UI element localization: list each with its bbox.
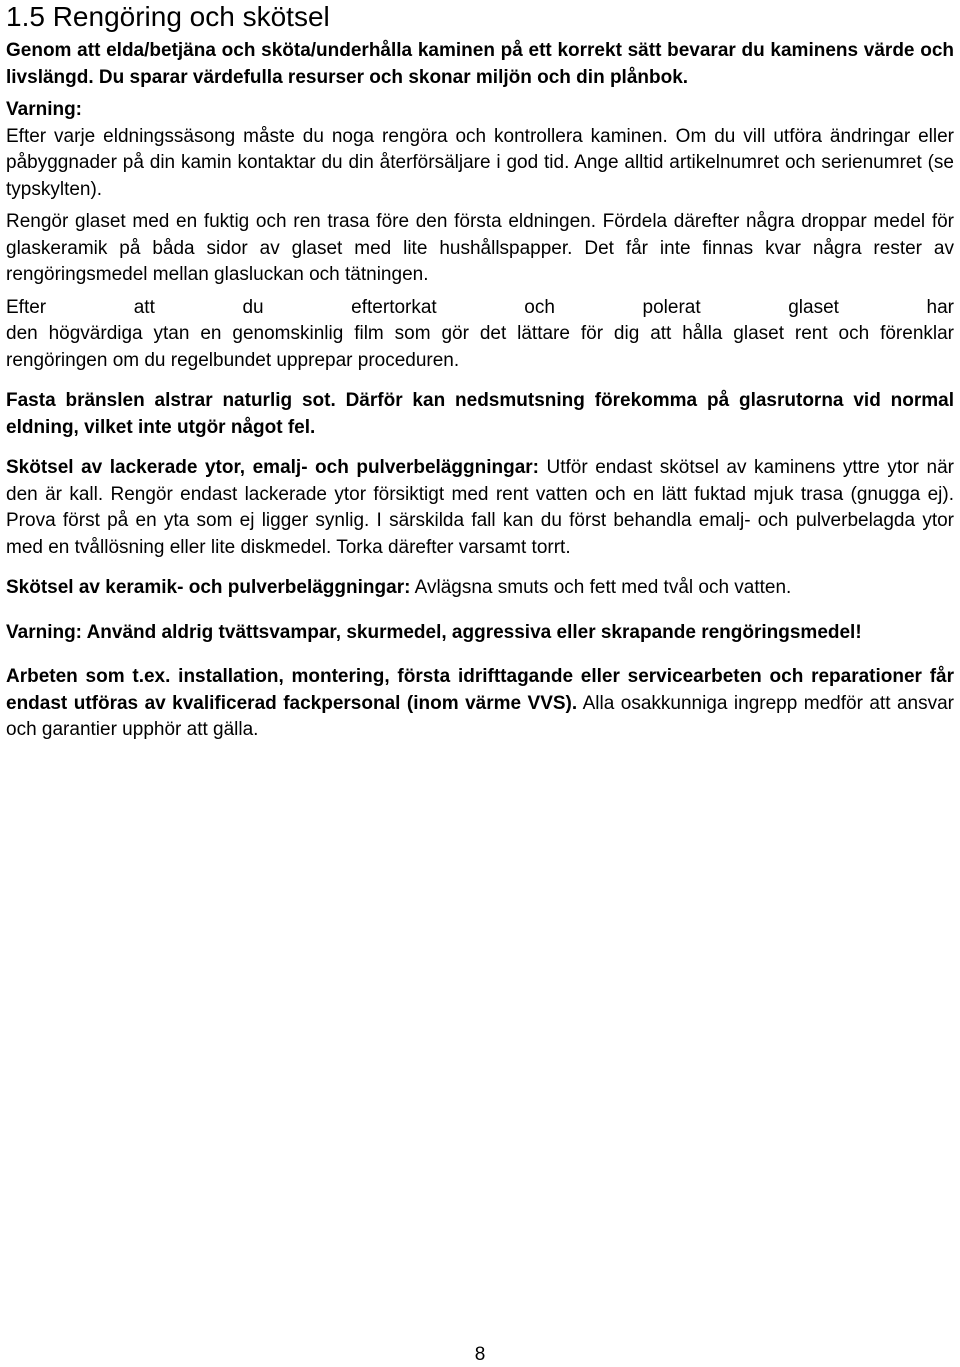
professional-text: Alla osakkunniga ingrepp medför att ansvar och garantier upphör att gälla. bbox=[6, 692, 954, 740]
warning-text: Efter varje eldningssäsong måste du noga rengöra och kontrollera kaminen. Om du vill utföra ändringar eller påbyggnader på din kamin kontaktar du din återförsäljare i god tid. Ange alltid artikelnumret och serienumret (se typskylten). bbox=[6, 125, 954, 200]
glass-cleaning-paragraph: Rengör glaset med en fuktig och ren trasa före den första eldningen. Fördela därefter några droppar medel för glaskeramik på båda sidor av glaset med lite hushållspapper. Det får inte finnas kvar några rester av rengöringsmedel mellan glasluckan och tätningen. bbox=[6, 211, 954, 285]
glass-after-rest: den högvärdiga ytan en genomskinlig film som gör det lättare för dig att hålla glaset rent och förenklar rengöringen om du regelbundet upprepar proceduren. bbox=[6, 323, 954, 371]
lacquer-care-label: Skötsel av lackerade ytor, emalj- och pulverbeläggningar: bbox=[6, 457, 539, 478]
ceramic-care-paragraph bbox=[6, 575, 954, 602]
section-title: 1.5 Rengöring och skötsel bbox=[6, 1, 330, 32]
lacquer-care-paragraph bbox=[6, 455, 954, 561]
professional-bold-text: Arbeten som t.ex. installation, montering, första idrifttagande eller servicearbeten och reparationer får endast utföras av kvalificerad fackpersonal (inom värme VVS). bbox=[6, 666, 954, 714]
intro-paragraph: Genom att elda/betjäna och sköta/underhålla kaminen på ett korrekt sätt bevarar du kaminens värde och livslängd. Du sparar värdefulla resurser och skonar miljön och din plånbok. bbox=[6, 40, 954, 88]
warning-paragraph bbox=[6, 97, 954, 203]
soot-note-paragraph: Fasta bränslen alstrar naturlig sot. Därför kan nedsmutsning förekomma på glasrutorna vid normal eldning, vilket inte utgör något fel. bbox=[6, 390, 954, 438]
glass-after-first-line: Efter att du eftertorkat och polerat glaset har bbox=[6, 296, 954, 318]
lacquer-care-text: Utför endast skötsel av kaminens yttre ytor när den är kall. Rengör endast lackerade ytor försiktigt med rent vatten och en lätt fuktad mjuk trasa (gnugga ej). Prova först på en yta som ej ligger synlig. I särskilda fall kan du först behandla emalj- och pulverbelagda ytor med en tvållösning eller lite diskmedel. Torka därefter varsamt torrt. bbox=[6, 457, 954, 558]
ceramic-care-label: Skötsel av keramik- och pulverbeläggningar: bbox=[6, 577, 411, 598]
glass-after-paragraph bbox=[6, 295, 954, 375]
document-page bbox=[6, 0, 954, 744]
ceramic-care-text: Avlägsna smuts och fett med tvål och vatten. bbox=[414, 577, 792, 598]
warning-label: Varning: bbox=[6, 99, 83, 120]
professional-paragraph bbox=[6, 664, 954, 744]
warning-cleaning-agents: Varning: Använd aldrig tvättsvampar, skurmedel, aggressiva eller skrapande rengöringsmedel! bbox=[6, 621, 862, 643]
page-number: 8 bbox=[474, 1344, 486, 1365]
